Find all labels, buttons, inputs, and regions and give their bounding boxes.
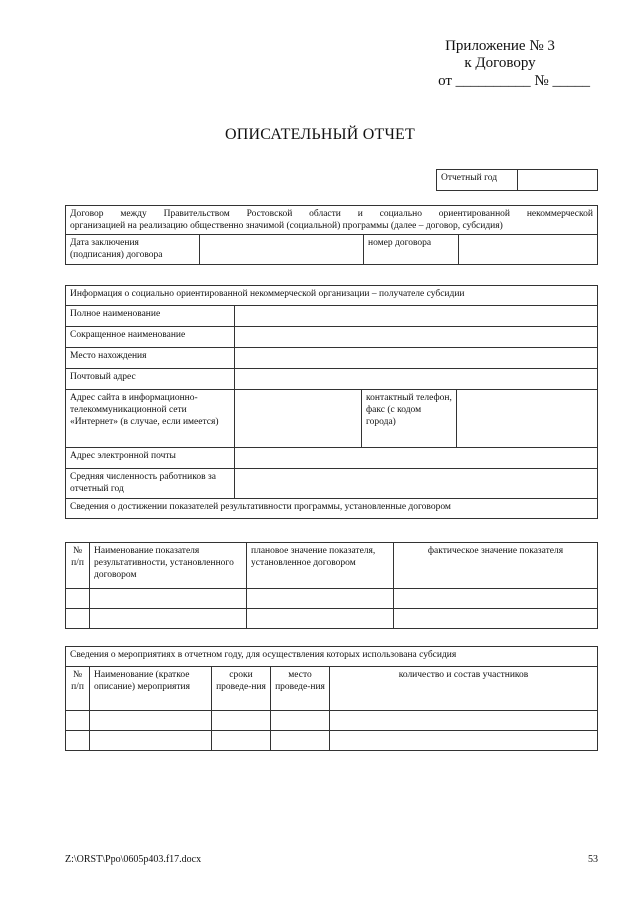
contract-date-field[interactable] [200,235,364,265]
org-email-label: Адрес электронной почты [66,448,235,469]
org-website-label: Адрес сайта в информационно-телекоммуникационной сети «Интернет» (в случае, если имеется) [66,390,235,448]
events-header: Сведения о мероприятиях в отчетном году, для осуществления которых использована субсидия [66,647,598,667]
ev-cell[interactable] [90,731,212,751]
ind-cell[interactable] [394,609,598,629]
ind-cell[interactable] [90,589,247,609]
page-number: 53 [588,854,598,865]
org-postal-label: Почтовый адрес [66,369,235,390]
report-year-table [436,169,598,191]
ev-col-num: № п/п [66,667,90,711]
contract-text-line-1: Договор между Правительством Ростовской области и социально ориентированной некоммерческой [70,209,593,219]
org-table [65,285,598,519]
ev-col-name: Наименование (краткое описание) мероприятия [90,667,212,711]
org-phone-label: контактный телефон, факс (с кодом города) [362,390,457,448]
contract-table [65,205,598,265]
table-row [66,589,598,609]
contract-text-line-2: организацией на реализацию общественно значимой (социальной) программы (далее – договор, субсидия) [70,221,503,231]
ev-cell[interactable] [212,731,271,751]
org-short-name-label: Сокращенное наименование [66,327,235,348]
org-website-field[interactable] [235,390,362,448]
footer-path: Z:\ORST\Ppo\0605p403.f17.docx [65,854,202,865]
ind-cell[interactable] [90,609,247,629]
org-location-field[interactable] [235,348,598,369]
ind-col-name: Наименование показателя результативности, установленного договором [90,543,247,589]
ev-col-place: место проведе-ния [271,667,330,711]
table-row [66,711,598,731]
ev-cell[interactable] [330,731,598,751]
table-row [66,731,598,751]
appendix-line-1: Приложение № 3 [445,38,555,54]
ind-col-plan: плановое значение показателя, установленное договором [247,543,394,589]
report-year-field[interactable] [518,170,598,191]
contract-number-label: номер договора [364,235,459,265]
org-postal-field[interactable] [235,369,598,390]
ev-cell[interactable] [212,711,271,731]
table-row [66,609,598,629]
report-year-label: Отчетный год [437,170,518,191]
org-location-label: Место нахождения [66,348,235,369]
org-indicators-header: Сведения о достижении показателей результативности программы, установленные договором [66,499,598,519]
ev-cell[interactable] [90,711,212,731]
org-staff-field[interactable] [235,469,598,499]
ind-cell[interactable] [394,589,598,609]
ev-col-dates: сроки проведе-ния [212,667,271,711]
ev-cell[interactable] [66,711,90,731]
ev-cell[interactable] [330,711,598,731]
org-full-name-label: Полное наименование [66,306,235,327]
ind-cell[interactable] [247,609,394,629]
org-short-name-field[interactable] [235,327,598,348]
ind-col-num: № п/п [66,543,90,589]
ind-cell[interactable] [66,589,90,609]
appendix-line-2: к Договору [464,55,536,71]
org-phone-field[interactable] [457,390,598,448]
events-table [65,646,598,751]
ind-cell[interactable] [66,609,90,629]
indicators-table [65,542,598,629]
ev-cell[interactable] [66,731,90,751]
ind-cell[interactable] [247,589,394,609]
appendix-line-3: от __________ № _____ [438,73,590,89]
org-email-field[interactable] [235,448,598,469]
contract-date-label: Дата заключения (подписания) договора [66,235,200,265]
page-title: ОПИСАТЕЛЬНЫЙ ОТЧЕТ [225,126,415,143]
ev-col-participants: количество и состав участников [330,667,598,711]
ind-col-fact: фактическое значение показателя [394,543,598,589]
org-full-name-field[interactable] [235,306,598,327]
org-header: Информация о социально ориентированной некоммерческой организации – получателе субсидии [66,286,598,306]
org-staff-label: Средняя численность работников за отчетный год [66,469,235,499]
contract-number-field[interactable] [459,235,598,265]
ev-cell[interactable] [271,711,330,731]
ev-cell[interactable] [271,731,330,751]
